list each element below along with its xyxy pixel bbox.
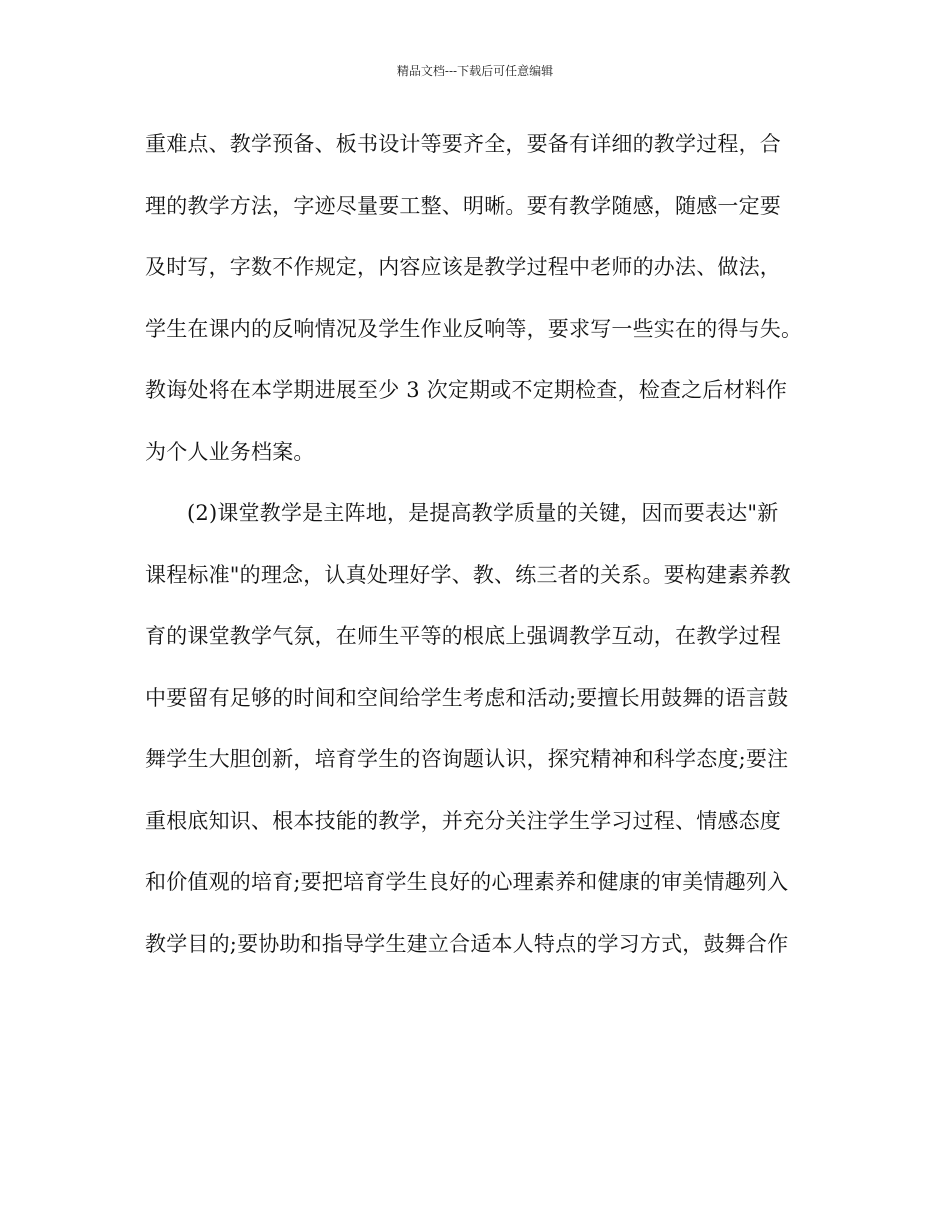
body-line: 舞学生大胆创新，培育学生的咨询题认识，探究精神和科学态度;要注 (145, 747, 789, 771)
page-header: 精品文档---下载后可任意编辑 (396, 64, 554, 78)
body-line: 课程标准"的理念，认真处理好学、教、练三者的关系。要构建素养教 (145, 562, 791, 587)
body-line: 重难点、教学预备、板书设计等要齐全，要备有详细的教学过程，合 (145, 132, 781, 156)
body-line: 及时写，字数不作规定，内容应该是教学过程中老师的办法、做法， (145, 255, 781, 279)
body-line: 教学目的;要协助和指导学生建立合适本人特点的学习方式，鼓舞合作 (145, 931, 789, 956)
body-line: 重根底知识、根本技能的教学，并充分关注学生学习过程、情感态度 (145, 808, 781, 833)
document-body (145, 122, 835, 983)
body-line: 中要留有足够的时间和空间给学生考虑和活动;要擅长用鼓舞的语言鼓 (145, 685, 789, 710)
body-line: 学生在课内的反响情况及学生作业反响等，要求写一些实在的得与失。 (145, 316, 803, 341)
body-line: 教诲处将在本学期进展至少 3 次定期或不定期检查，检查之后材料作 (145, 378, 788, 402)
body-line: 为个人业务档案。 (145, 439, 315, 464)
body-line: 理的教学方法，字迹尽量要工整、明晰。要有教学随感，随感一定要 (145, 193, 781, 218)
body-line: 和价值观的培育;要把培育学生良好的心理素养和健康的审美情趣列入 (145, 870, 789, 894)
paragraph-start-line: (2)课堂教学是主阵地，是提高教学质量的关键，因而要表达"新 (187, 501, 779, 525)
body-line: 育的课堂教学气氛，在师生平等的根底上强调教学互动，在教学过程 (145, 624, 781, 648)
